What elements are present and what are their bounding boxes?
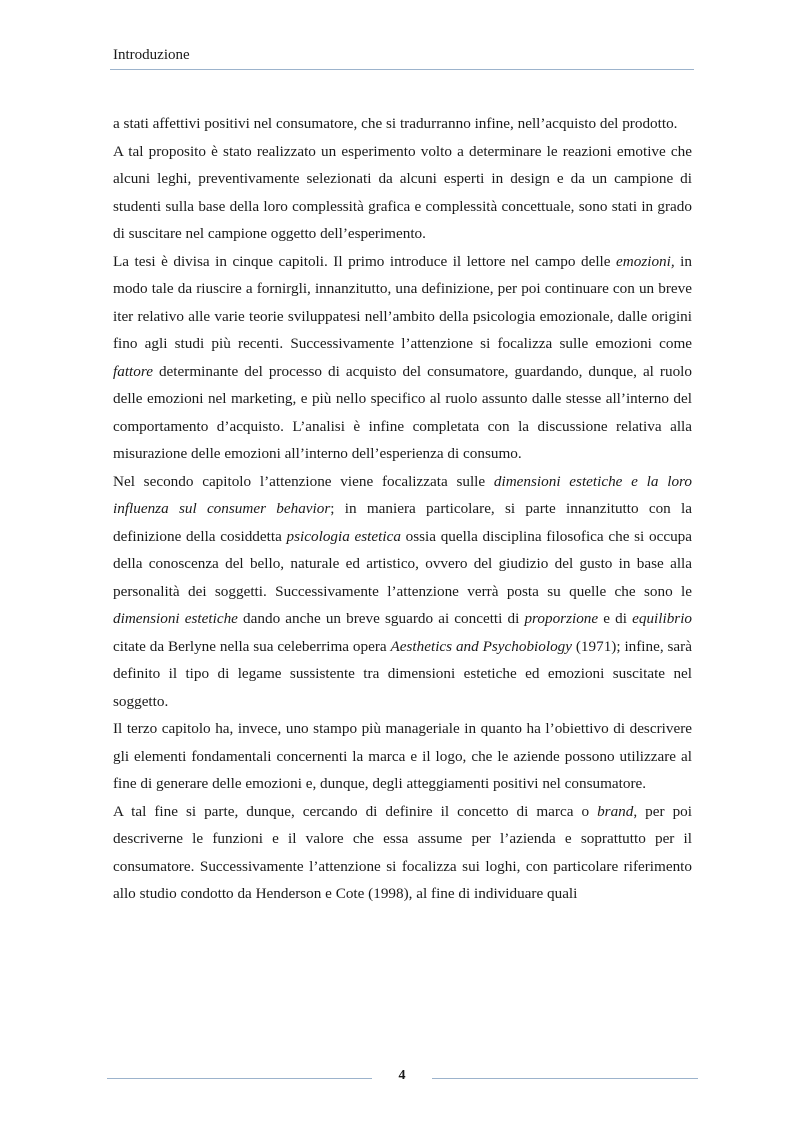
body-text [113, 110, 692, 908]
italic-text-run: Aesthetics and Psychobiology [390, 637, 572, 655]
text-run: dando anche un breve sguardo ai concetti di [237, 610, 525, 627]
text-run: La tesi è divisa in cinque capitoli. Il primo introduce il lettore nel campo delle [113, 252, 617, 270]
text-run: a stati affettivi positivi nel consumatore, che si tradurranno infine, nell’acquisto del prodotto. [113, 115, 678, 132]
text-run: (1971); infine, sarà definito il tipo di legame sussistente tra dimensioni estetiche ed emozioni suscitate nel soggetto. [113, 637, 692, 710]
footer-divider-right [432, 1078, 698, 1079]
italic-text-run: fattore [113, 362, 153, 380]
text-run: ; in maniera particolare, si parte innanzitutto con la definizione della cosiddetta [113, 500, 692, 545]
text-run: A tal fine si parte, dunque, cercando di definire il concetto di marca o [113, 802, 598, 820]
text-run: citate da Berlyne nella sua celeberrima opera [113, 637, 391, 655]
text-run: Nel secondo capitolo l’attenzione viene focalizzata sulle [113, 472, 494, 490]
text-run: in modo tale da riuscire a fornirgli, innanzitutto, una definizione, per poi continuare con un breve iter relativo alle varie teorie sviluppatesi nell’ambito della psicologia emozionale, dalle origini fino agli studi più recenti. Successivamente l’attenzione si focalizza sulle emozioni come [113, 252, 692, 352]
italic-text-run: emozioni, [616, 252, 675, 270]
paragraph [113, 138, 692, 248]
text-run: ossia quella disciplina filosofica che si occupa della conoscenza del bello, naturale ed artistico, ovvero del giudizio del gusto in base alla personalità dei soggetti. Successivamente l’attenzione verrà posta su quelle che sono le [113, 527, 692, 600]
text-run: , per poi descriverne le funzioni e il valore che essa assume per l’azienda e soprattutto per il consumatore. Successivamente l’attenzione si focalizza sui loghi, con particolare riferimento allo studio condotto da Henderson e Cote (1998), al fine di individuare quali [113, 802, 692, 902]
paragraph [113, 798, 692, 908]
italic-text-run: dimensioni estetiche e la loro influenza sul consumer behavior [113, 472, 692, 517]
text-run: e di [598, 610, 633, 627]
footer-divider-left [107, 1078, 372, 1079]
text-run: Il terzo capitolo ha, invece, uno stampo più manageriale in quanto ha l’obiettivo di descrivere gli elementi fondamentali concernenti la marca e il logo, che le aziende possono utilizzare al fine di generare delle emozioni e, dunque, degli atteggiamenti positivi nel consumatore. [113, 720, 692, 792]
text-run: determinante del processo di acquisto del consumatore, guardando, dunque, al ruolo delle emozioni nel marketing, e più nello specifico al ruolo assunto dalle stesse all’interno del comportamento d’acquisto. L’analisi è infine completata con la discussione relativa alla misurazione delle emozioni all’interno dell’esperienza di consumo. [113, 362, 692, 462]
running-header-title: Introduzione [113, 47, 190, 63]
header-divider [110, 69, 694, 70]
paragraph [113, 110, 692, 138]
paragraph [113, 248, 692, 468]
italic-text-run: equilibrio [632, 610, 693, 627]
text-run: A tal proposito è stato realizzato un esperimento volto a determinare le reazioni emotive che alcuni leghi, preventivamente selezionati da alcuni esperti in design e da un campione di studenti sulla base della loro complessità grafica e complessità concettuale, sono stati in grado di suscitare nel campione oggetto dell’esperimento. [113, 142, 692, 242]
paragraph [113, 715, 692, 798]
italic-text-run: proporzione [524, 610, 599, 627]
italic-text-run: psicologia estetica [286, 527, 401, 545]
italic-text-run: brand [597, 802, 634, 820]
paragraph [113, 468, 692, 716]
page-number: 4 [398, 1068, 406, 1083]
italic-text-run: dimensioni estetiche [113, 610, 238, 627]
